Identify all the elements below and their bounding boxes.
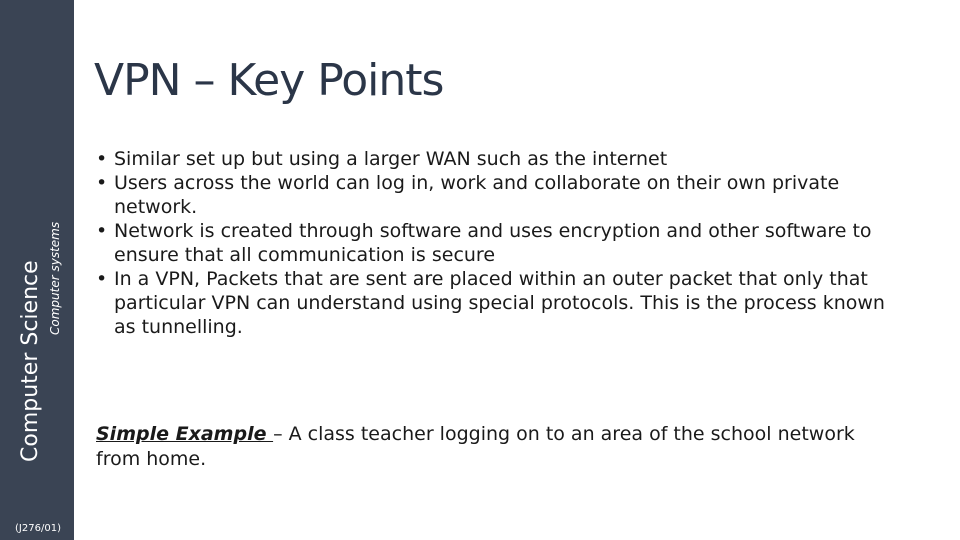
bullet-item: • Similar set up but using a larger WAN such as the internet: [96, 147, 896, 171]
sidebar-code: (J276/01): [15, 523, 61, 534]
bullet-item: • Users across the world can log in, work and collaborate on their own private network.: [96, 171, 896, 219]
example-paragraph: [96, 422, 856, 472]
sidebar: [0, 0, 74, 540]
example-label: Simple Example: [96, 423, 274, 445]
bullet-item: • In a VPN, Packets that are sent are placed within an outer packet that only that particular VPN can understand using special protocols. This is the process known as tunnelling.: [96, 267, 896, 339]
bullet-item: • Network is created through software and uses encryption and other software to ensure that all communication is secure: [96, 219, 896, 267]
sidebar-title: Computer Science: [18, 260, 43, 462]
page-title: VPN – Key Points: [94, 55, 444, 106]
sidebar-subtitle: Computer systems: [48, 221, 62, 335]
example-text: – A class teacher logging on to an area of the school network from home.: [96, 423, 855, 470]
bullet-list: [96, 147, 896, 339]
